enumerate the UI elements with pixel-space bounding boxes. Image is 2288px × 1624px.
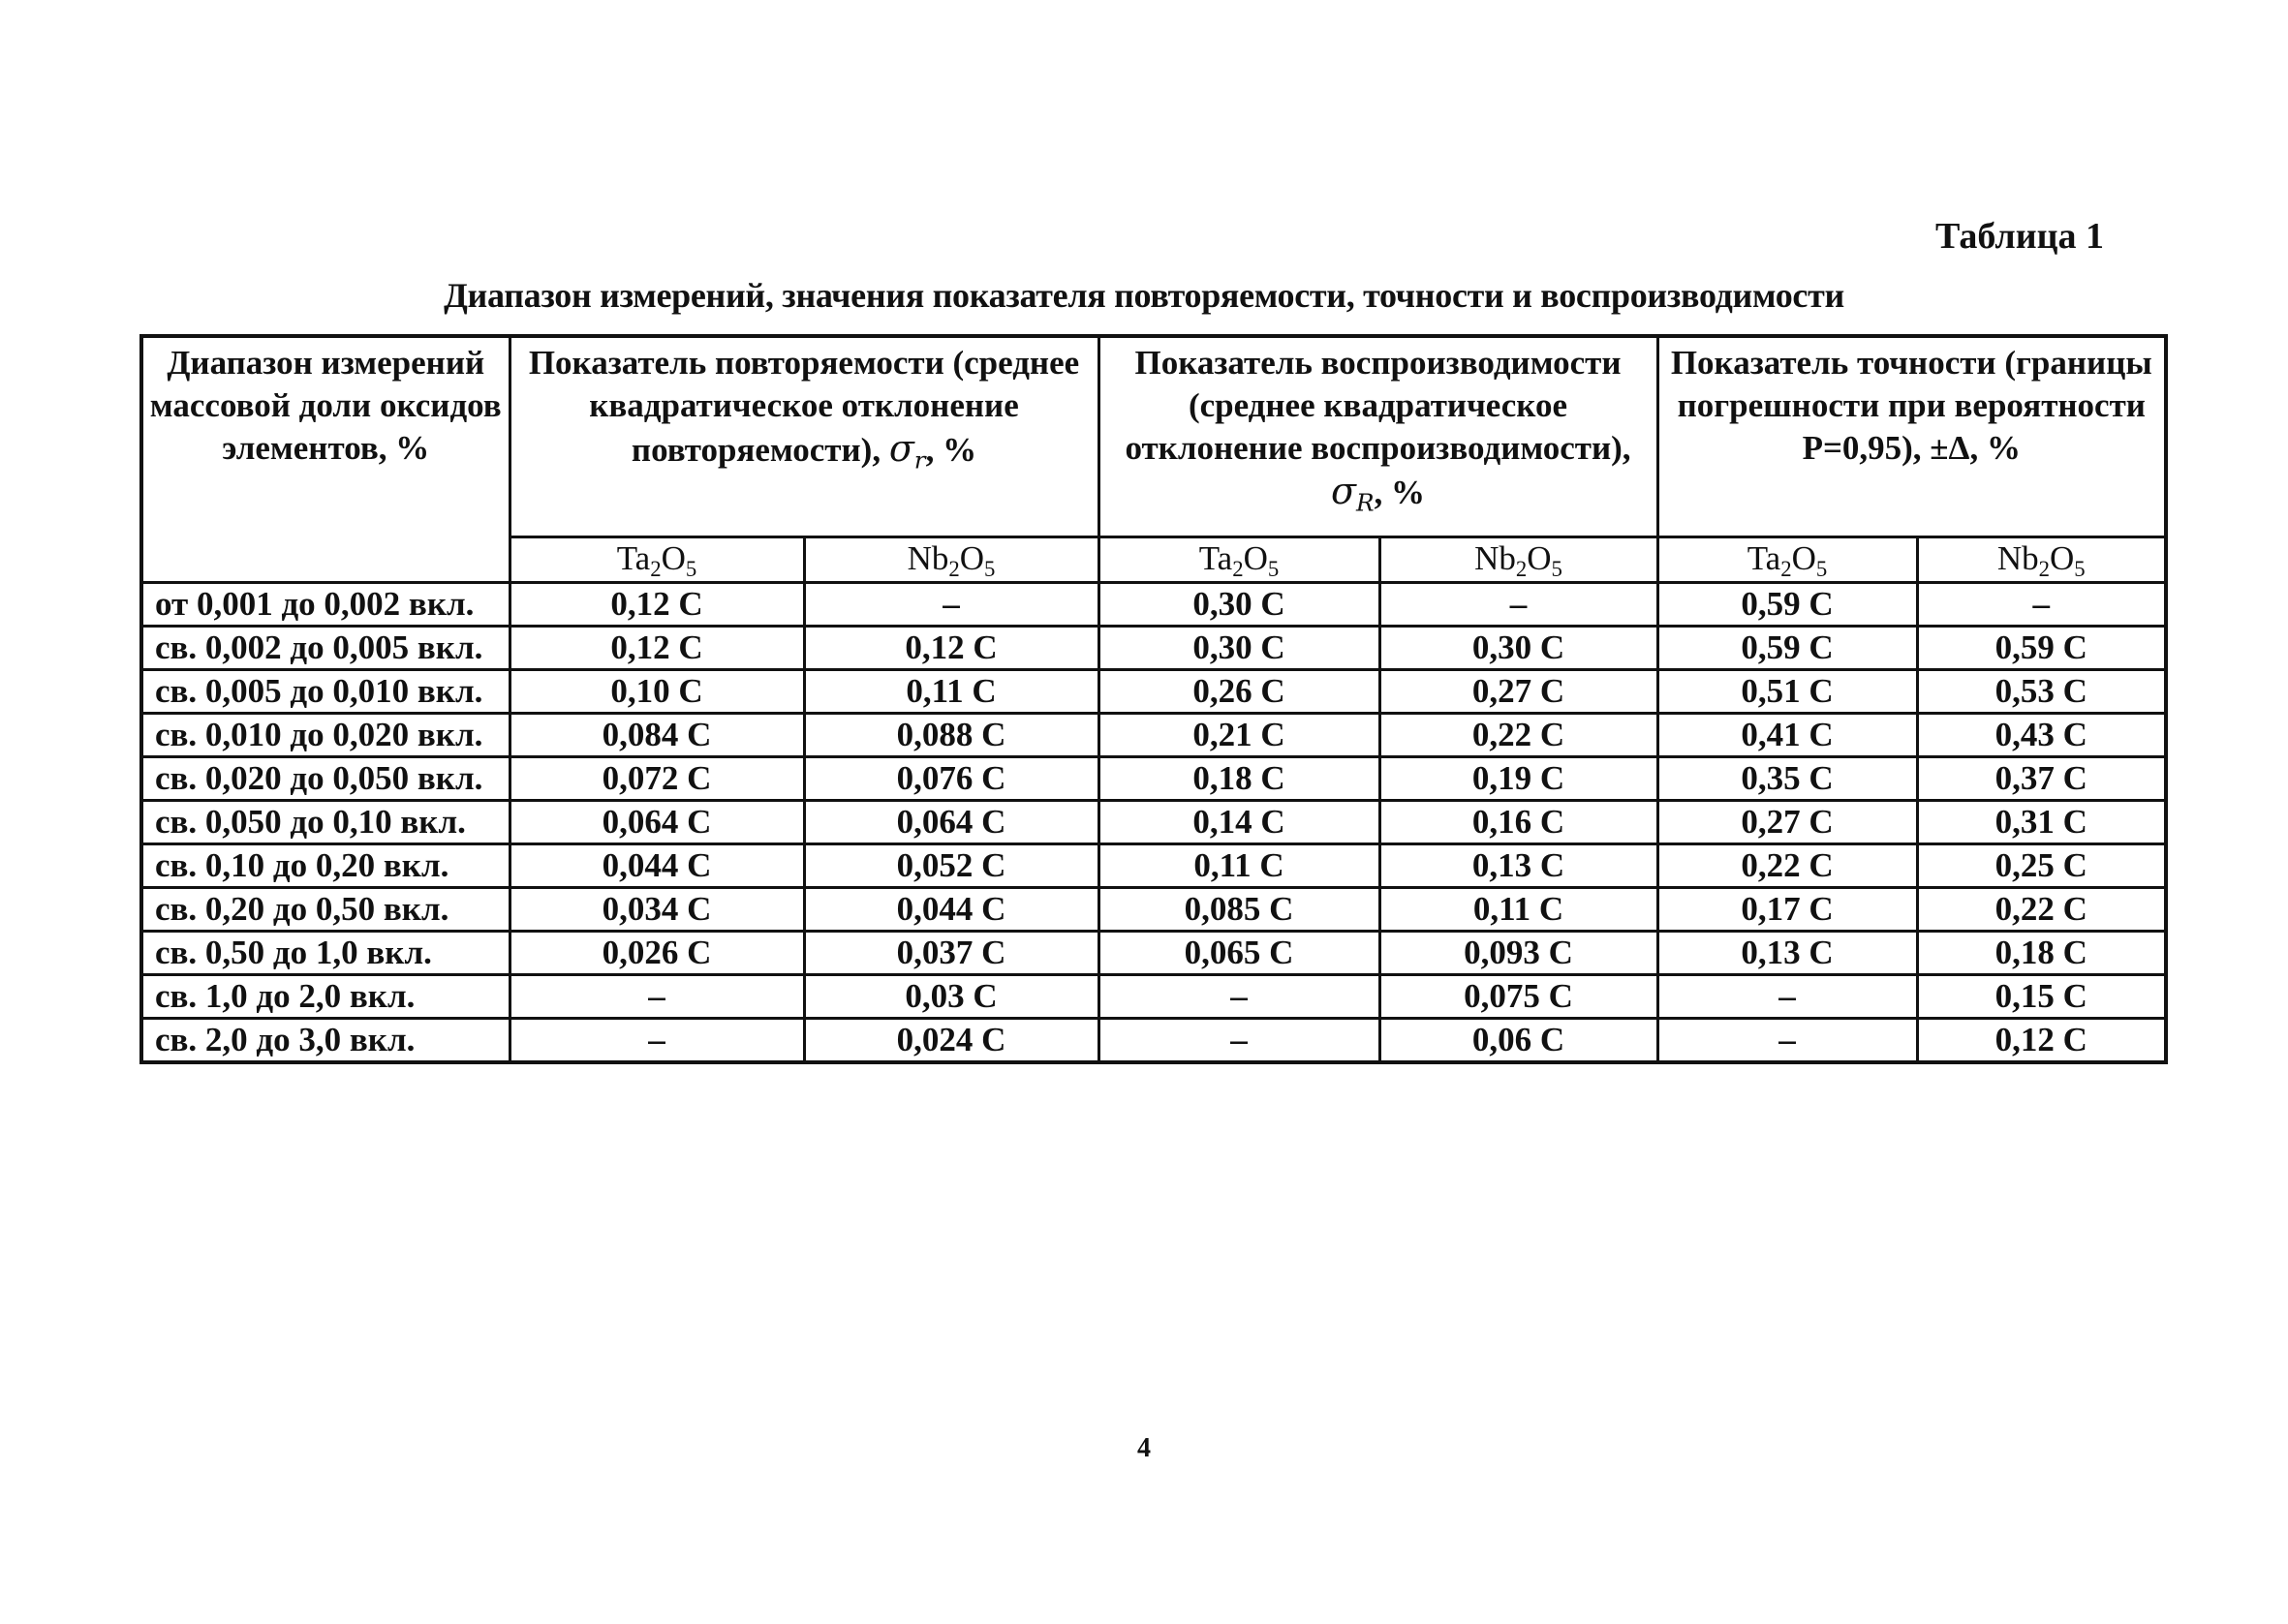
- header-repeatability-label: Показатель повторяемости (среднее квадратическое отклонение повторяемости),: [528, 344, 1080, 469]
- table-row: [141, 627, 2166, 670]
- value-cell: 0,30 С: [1098, 627, 1379, 670]
- value-cell: 0,024 С: [804, 1019, 1098, 1063]
- value-cell: 0,22 С: [1379, 714, 1657, 757]
- value-cell: 0,16 С: [1379, 801, 1657, 844]
- sigma-r-symbol: $\sigma_r$: [888, 427, 926, 475]
- value-cell: 0,43 С: [1917, 714, 2166, 757]
- table-row: [141, 975, 2166, 1019]
- value-cell: 0,11 С: [804, 670, 1098, 714]
- value-cell: 0,59 С: [1657, 627, 1917, 670]
- value-cell: 0,14 С: [1098, 801, 1379, 844]
- value-cell: 0,12 С: [804, 627, 1098, 670]
- value-cell: 0,15 С: [1917, 975, 2166, 1019]
- subheader-formula: $Ta_2O_5$: [1098, 537, 1379, 583]
- value-cell: 0,12 С: [1917, 1019, 2166, 1063]
- value-cell: 0,044 С: [804, 888, 1098, 932]
- table-row: [141, 932, 2166, 975]
- table-row: [141, 801, 2166, 844]
- range-cell: св. 0,020 до 0,050 вкл.: [141, 757, 510, 801]
- table-row: [141, 1019, 2166, 1063]
- header-repeatability-unit: , %: [925, 431, 977, 469]
- measurement-table: [139, 334, 2168, 1064]
- value-cell: 0,12 С: [510, 627, 804, 670]
- value-cell: 0,30 С: [1098, 583, 1379, 627]
- value-cell: 0,072 С: [510, 757, 804, 801]
- value-cell: 0,25 С: [1917, 844, 2166, 888]
- table-row: [141, 888, 2166, 932]
- header-range-label: Диапазон измерений массовой доли оксидов элементов, %: [149, 344, 502, 467]
- value-cell: 0,064 С: [804, 801, 1098, 844]
- header-reproducibility-unit: , %: [1374, 474, 1426, 511]
- subheader-formula: $Nb_2O_5$: [804, 537, 1098, 583]
- range-cell: св. 0,010 до 0,020 вкл.: [141, 714, 510, 757]
- value-cell: 0,21 С: [1098, 714, 1379, 757]
- header-accuracy: [1657, 336, 2166, 537]
- range-cell: св. 0,50 до 1,0 вкл.: [141, 932, 510, 975]
- value-cell: 0,59 С: [1917, 627, 2166, 670]
- value-cell: 0,22 С: [1657, 844, 1917, 888]
- value-cell: 0,26 С: [1098, 670, 1379, 714]
- header-repeatability: [510, 336, 1098, 537]
- value-cell: 0,22 С: [1917, 888, 2166, 932]
- value-cell: 0,30 С: [1379, 627, 1657, 670]
- range-cell: св. 0,20 до 0,50 вкл.: [141, 888, 510, 932]
- sigma-R-symbol: $\sigma_R$: [1330, 470, 1375, 517]
- range-cell: от 0,001 до 0,002 вкл.: [141, 583, 510, 627]
- range-cell: св. 0,050 до 0,10 вкл.: [141, 801, 510, 844]
- value-cell: 0,35 С: [1657, 757, 1917, 801]
- table-body: [141, 583, 2166, 1063]
- header-reproducibility: [1098, 336, 1657, 537]
- value-cell: 0,075 С: [1379, 975, 1657, 1019]
- subheader-formula: $Ta_2O_5$: [1657, 537, 1917, 583]
- value-cell: 0,18 С: [1917, 932, 2166, 975]
- value-cell: 0,18 С: [1098, 757, 1379, 801]
- value-cell: 0,27 С: [1657, 801, 1917, 844]
- table-number: Таблица 1: [1934, 216, 2104, 257]
- value-cell: 0,052 С: [804, 844, 1098, 888]
- value-cell: –: [1379, 583, 1657, 627]
- value-cell: 0,093 С: [1379, 932, 1657, 975]
- value-cell: –: [1098, 1019, 1379, 1063]
- header-accuracy-label: Показатель точности (границы погрешности при вероятности P=0,95), ±Δ, %: [1670, 344, 2152, 467]
- table-row: [141, 583, 2166, 627]
- subheader-formula: $Nb_2O_5$: [1379, 537, 1657, 583]
- value-cell: 0,084 С: [510, 714, 804, 757]
- table-header: [141, 336, 2166, 583]
- value-cell: 0,37 С: [1917, 757, 2166, 801]
- value-cell: –: [510, 1019, 804, 1063]
- header-range: [141, 336, 510, 583]
- value-cell: –: [510, 975, 804, 1019]
- value-cell: –: [1657, 1019, 1917, 1063]
- value-cell: –: [1917, 583, 2166, 627]
- table-row: [141, 844, 2166, 888]
- value-cell: 0,11 С: [1098, 844, 1379, 888]
- value-cell: 0,41 С: [1657, 714, 1917, 757]
- table-row: [141, 670, 2166, 714]
- value-cell: 0,088 С: [804, 714, 1098, 757]
- value-cell: 0,076 С: [804, 757, 1098, 801]
- value-cell: 0,026 С: [510, 932, 804, 975]
- range-cell: св. 1,0 до 2,0 вкл.: [141, 975, 510, 1019]
- range-cell: св. 0,10 до 0,20 вкл.: [141, 844, 510, 888]
- value-cell: –: [804, 583, 1098, 627]
- value-cell: 0,03 С: [804, 975, 1098, 1019]
- header-reproducibility-label: Показатель воспроизводимости (среднее квадратическое отклонение воспроизводимости),: [1125, 344, 1631, 467]
- value-cell: 0,31 С: [1917, 801, 2166, 844]
- value-cell: 0,59 С: [1657, 583, 1917, 627]
- value-cell: 0,044 С: [510, 844, 804, 888]
- value-cell: 0,13 С: [1657, 932, 1917, 975]
- value-cell: 0,06 С: [1379, 1019, 1657, 1063]
- subheader-formula: $Ta_2O_5$: [510, 537, 804, 583]
- value-cell: 0,13 С: [1379, 844, 1657, 888]
- table-row: [141, 714, 2166, 757]
- value-cell: 0,085 С: [1098, 888, 1379, 932]
- value-cell: 0,034 С: [510, 888, 804, 932]
- page-number: 4: [1137, 1433, 1151, 1463]
- value-cell: 0,27 С: [1379, 670, 1657, 714]
- subheader-formula: $Nb_2O_5$: [1917, 537, 2166, 583]
- value-cell: 0,51 С: [1657, 670, 1917, 714]
- value-cell: 0,12 С: [510, 583, 804, 627]
- value-cell: 0,11 С: [1379, 888, 1657, 932]
- value-cell: 0,065 С: [1098, 932, 1379, 975]
- value-cell: –: [1098, 975, 1379, 1019]
- value-cell: 0,037 С: [804, 932, 1098, 975]
- value-cell: 0,17 С: [1657, 888, 1917, 932]
- table-title: Диапазон измерений, значения показателя повторяемости, точности и воспроизводимости: [444, 276, 1844, 315]
- value-cell: 0,064 С: [510, 801, 804, 844]
- range-cell: св. 2,0 до 3,0 вкл.: [141, 1019, 510, 1063]
- value-cell: –: [1657, 975, 1917, 1019]
- value-cell: 0,10 С: [510, 670, 804, 714]
- table-row: [141, 757, 2166, 801]
- range-cell: св. 0,005 до 0,010 вкл.: [141, 670, 510, 714]
- value-cell: 0,53 С: [1917, 670, 2166, 714]
- value-cell: 0,19 С: [1379, 757, 1657, 801]
- range-cell: св. 0,002 до 0,005 вкл.: [141, 627, 510, 670]
